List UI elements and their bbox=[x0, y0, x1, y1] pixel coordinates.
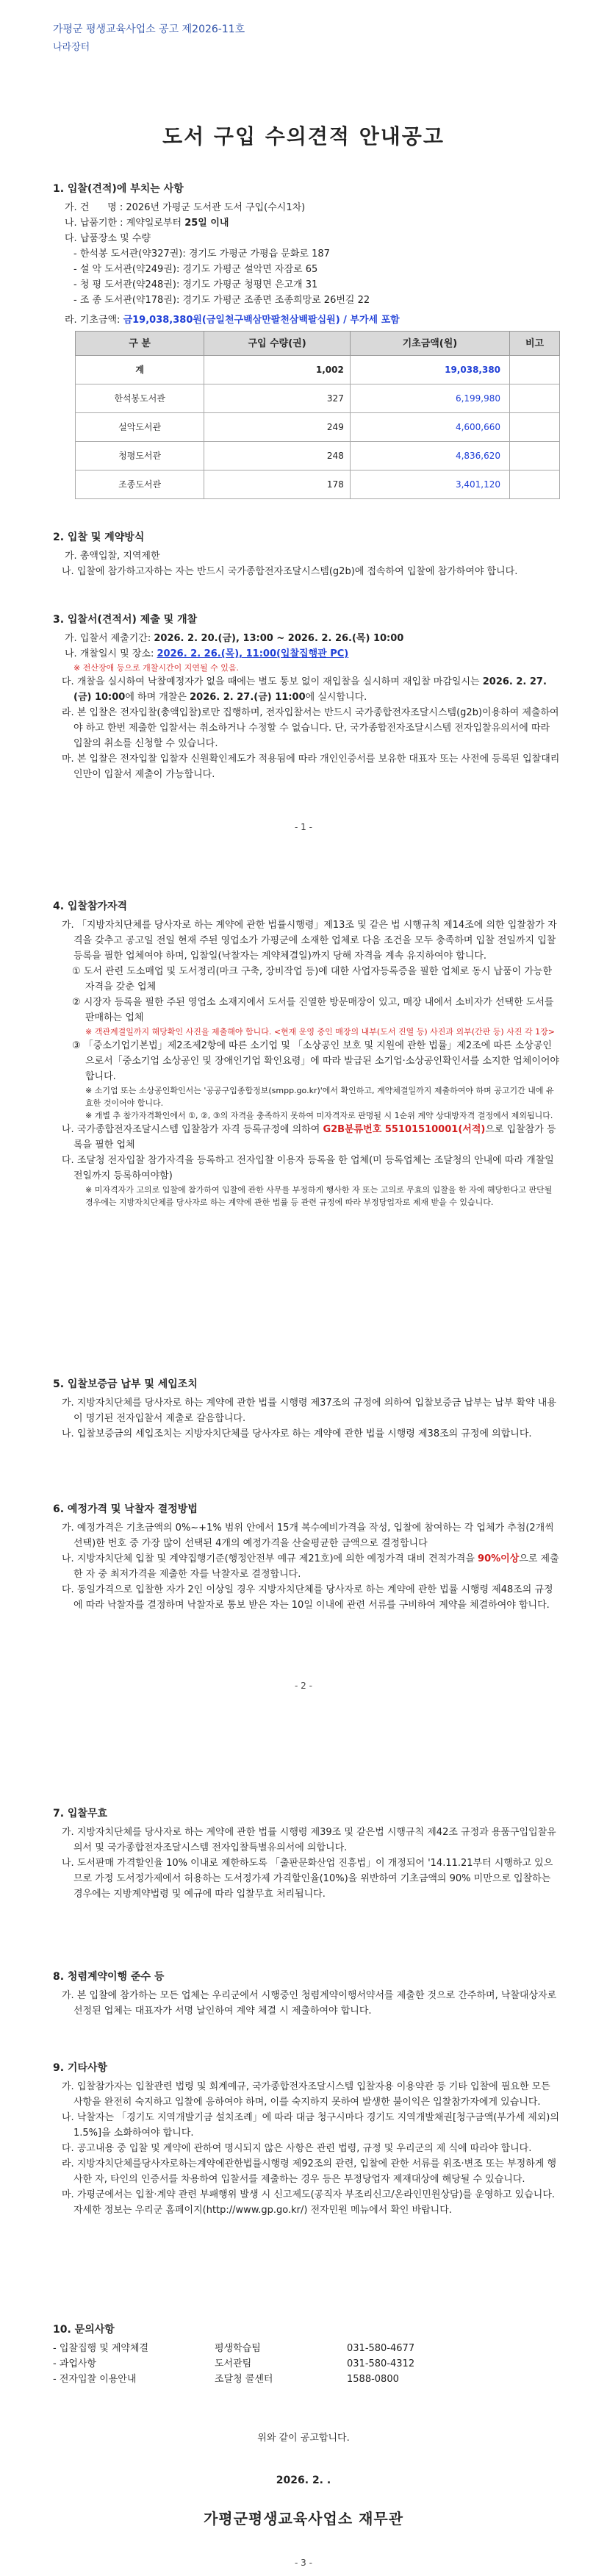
section-10-heading: 10. 문의사항 bbox=[53, 2324, 115, 2336]
table-header-row bbox=[76, 332, 560, 356]
amount-table bbox=[75, 331, 560, 499]
s3-item-ra: 라. 본 입찰은 전자입찰(총액입찰)로만 집행하며, 전자입찰서는 반드시 국가종합전자조달시스템(g2b)이용하여 제출하여야 하고 한번 제출한 입찰서는 취소하거나 수정할 수 없습니다. 단, 국가종합전자조달시스템 전자입찰유의서에 따라 입찰의 취소를 신청할 수 있습니다. bbox=[62, 707, 559, 749]
table-row bbox=[76, 384, 560, 413]
place-item: - 조 종 도서관(약178권): 경기도 가평군 조종면 조종희망로 26번길 22 bbox=[73, 295, 370, 306]
announcement-number: 가평군 평생교육사업소 공고 제2026-11호 bbox=[53, 24, 245, 35]
cell-name: 설악도서관 bbox=[76, 413, 204, 442]
cell-price: 4,836,620 bbox=[350, 442, 509, 471]
s1-item-ra: 라. 기초금액: 금19,038,380원(금일천구백삼만팔천삼백팔십원) / 부가세 포함 bbox=[65, 315, 400, 326]
s2-item-na: 나. 입찰에 참가하고자하는 자는 반드시 국가종합전자조달시스템(g2b)에 접속하여 입찰에 참가하여야 합니다. bbox=[62, 566, 518, 577]
cell-qty: 327 bbox=[204, 384, 351, 413]
section-5-heading: 5. 입찰보증금 납부 및 세입조치 bbox=[53, 1378, 198, 1390]
s9-item: 가. 입찰참가자는 입찰관련 법령 및 회계예규, 국가종합전자조달시스템 입찰자용 이용약관 등 기타 입찰에 필요한 모든 사항을 완전히 숙지하고 입찰에 응하여야 하며, 이를 숙지하지 못하여 발생한 불이익은 입찰참가자에게 있습니다. bbox=[62, 2081, 550, 2108]
cell-note bbox=[510, 413, 560, 442]
table-row bbox=[76, 471, 560, 499]
section-7-heading: 7. 입찰무효 bbox=[53, 1808, 108, 1820]
cell-note bbox=[510, 442, 560, 471]
s9-item: 라. 지방자치단체를당사자로하는계약에관한법률시행령 제92조의 관련, 입찰에 관한 서류를 위조·변조 또는 부정하게 행사한 자, 타인의 인증서를 차용하여 입찰서를 제출하는 경우 등은 부정당업자 제재대상에 해당될 수 있습니다. bbox=[62, 2158, 557, 2185]
section-6 bbox=[53, 1501, 560, 1613]
s6-item-ga: 가. 예정가격은 기초금액의 0%~+1% 범위 안에서 15개 복수예비가격을 작성, 입찰에 참여하는 각 업체가 추첨(2개씩 선택)한 번호 중 가장 많이 선택된 4개의 예정가격을 산술평균한 금액으로 결정합니다 bbox=[62, 1523, 554, 1549]
s5-item-na: 나. 입찰보증금의 세입조치는 지방자치단체를 당사자로 하는 계약에 관한 법률 시행령 제38조의 규정에 의합니다. bbox=[62, 1428, 532, 1439]
cell-name: 조종도서관 bbox=[76, 471, 204, 499]
section-6-heading: 6. 예정가격 및 낙찰자 결정방법 bbox=[53, 1503, 198, 1515]
section-9 bbox=[53, 2060, 560, 2218]
s3-item-da: 다. 개찰을 실시하여 낙찰예정자가 없을 때에는 별도 통보 없이 재입찰을 실시하며 재입찰 마감일시는 2026. 2. 27.(금) 10:00에 하며 개찰은 2026. 2. 27.(금) 11:00에 실시합니다. bbox=[62, 676, 547, 703]
section-9-heading: 9. 기타사항 bbox=[53, 2062, 108, 2074]
section-1 bbox=[53, 181, 560, 499]
contact-row: - 과업사항 도서관팀 031-580-4312 bbox=[53, 2358, 415, 2369]
s6-item-na: 나. 지방자치단체 입찰 및 계약집행기준(행정안전부 예규 제21호)에 의한 예정가격 대비 견적가격을 90%이상으로 제출한 자 중 최저가격을 제출한 자를 낙찰자로 결정합니다. bbox=[62, 1553, 559, 1580]
cell-name: 계 bbox=[76, 356, 204, 384]
s7-item-ga: 가. 지방자치단체를 당사자로 하는 계약에 관한 법률 시행령 제39조 및 같은법 시행규칙 제42조 규정과 용품구입입찰유의서 및 국가종합전자조달시스템 전자입찰특별유의서에 의합니다. bbox=[62, 1827, 556, 1853]
s9-item: 나. 낙찰자는 「경기도 지역개발기금 설치조례」에 따라 대금 청구시마다 경기도 지역개발채권[청구금액(부가세 제외)의 1.5%]을 소화하여야 합니다. bbox=[62, 2112, 559, 2139]
s4-item-da: 다. 조달청 전자입찰 참가자격을 등록하고 전자입찰 이용자 등록을 한 업체(미 등록업체는 조달청의 안내에 따라 개찰일 전일까지 등록하여야함) bbox=[62, 1155, 554, 1181]
announcement-date: 2026. 2. . bbox=[276, 2475, 331, 2486]
page-title: 도서 구입 수의견적 안내공고 bbox=[162, 124, 445, 149]
section-2 bbox=[53, 529, 560, 579]
section-3 bbox=[53, 612, 560, 782]
s4-sub-item: ② 시장자 등록을 필한 주된 영업소 소재지에서 도서를 진열한 방문매장이 있고, 매장 내에서 소비자가 선택한 도서를 판매하는 업체 bbox=[72, 997, 554, 1023]
table-row bbox=[76, 413, 560, 442]
page-number: - 3 - bbox=[295, 2558, 312, 2568]
s4-red-note: ※ 객관계결일까지 해당확인 사진을 제출해야 합니다. <현재 운영 중인 매장의 내부(도서 진열 등) 사진과 외부(간판 등) 사진 각 1장> bbox=[85, 1027, 555, 1037]
section-7 bbox=[53, 1806, 560, 1902]
s3-item-ga: 가. 입찰서 제출기간: 2026. 2. 20.(금), 13:00 ~ 2026. 2. 26.(목) 10:00 bbox=[65, 633, 404, 644]
s1-item-ga: 가. 건 명 : 2026년 가평군 도서관 도서 구입(수시1차) bbox=[65, 202, 306, 213]
cell-note bbox=[510, 384, 560, 413]
s4-item-na: 나. 국가종합전자조달시스템 입찰참가 자격 등록규정에 의하여 G2B분류번호 55101510001(서적)으로 입찰참가 등록을 필한 업체 bbox=[62, 1124, 556, 1151]
s9-item: 다. 공고내용 중 입찰 및 계약에 관하여 명시되지 않은 사항은 관련 법령, 규정 및 우리군의 제 식에 따라야 합니다. bbox=[62, 2143, 532, 2154]
cell-price: 19,038,380 bbox=[350, 356, 509, 384]
s4-small-note: ※ 개별 추 참가자격확인에서 ①, ②, ③의 자격을 충족하지 못하여 미자격자로 판명될 시 1순위 계약 상대방자격 결정에서 제외됩니다. bbox=[85, 1111, 553, 1120]
section-10 bbox=[53, 2322, 560, 2387]
section-4 bbox=[53, 898, 560, 1209]
s4-da-note: ※ 미자격자가 고의로 입찰에 참가하여 입찰에 관한 사무를 부정하게 행사한 자 또는 고의로 무효의 입찰을 한 자에 해당한다고 판단될 경우에는 지방자치단체를 당사자로 하는 계약에 관한 법률 등 관련 규정에 따라 부정당업자로 제재 받을 수 있습니다. bbox=[85, 1185, 553, 1207]
cell-price: 3,401,120 bbox=[350, 471, 509, 499]
document-header bbox=[0, 0, 607, 59]
table-row bbox=[76, 442, 560, 471]
section-8 bbox=[53, 1969, 560, 2019]
place-item: - 설 악 도서관(약249권): 경기도 가평군 설악면 자잠로 65 bbox=[73, 264, 318, 275]
page-number: - 2 - bbox=[295, 1681, 312, 1691]
s8-item-ga: 가. 본 입찰에 참가하는 모든 업체는 우리군에서 시행중인 청렴계약이행서약서를 제출한 것으로 간주하며, 낙찰대상자로 선정된 업체는 대표자가 서명 날인하여 계약 체결 시 제출하여야 합니다. bbox=[62, 1990, 557, 2017]
section-8-heading: 8. 청렴계약이행 준수 등 bbox=[53, 1971, 165, 1983]
col-header: 구 분 bbox=[76, 332, 204, 356]
table-row bbox=[76, 356, 560, 384]
cell-price: 4,600,660 bbox=[350, 413, 509, 442]
section-3-heading: 3. 입찰서(견적서) 제출 및 개찰 bbox=[53, 614, 198, 626]
cell-qty: 248 bbox=[204, 442, 351, 471]
col-header: 기초금액(원) bbox=[350, 332, 509, 356]
s9-item: 마. 가평군에서는 입찰·계약 관련 부패행위 발생 시 신고제도(공직자 부조리신고/온라인민원상담)를 운영하고 있습니다. 자세한 정보는 우리군 홈페이지(http://www.gp.go.kr/) 전자민원 메뉴에서 확인 바랍니다. bbox=[62, 2189, 556, 2216]
cell-price: 6,199,980 bbox=[350, 384, 509, 413]
page-number: - 1 - bbox=[295, 822, 312, 832]
s3-item-na: 나. 개찰일시 및 장소: 2026. 2. 26.(목), 11:00(입찰집행관 PC) bbox=[65, 648, 349, 659]
col-header: 구입 수량(권) bbox=[204, 332, 351, 356]
section-5 bbox=[53, 1376, 560, 1442]
cell-qty: 178 bbox=[204, 471, 351, 499]
issuing-organization: 가평군평생교육사업소 재무관 bbox=[203, 2510, 404, 2527]
section-1-heading: 1. 입찰(견적)에 부치는 사항 bbox=[53, 183, 184, 195]
place-item: - 한석봉 도서관(약327권): 경기도 가평군 가평읍 문화로 187 bbox=[73, 248, 330, 260]
section-2-heading: 2. 입찰 및 계약방식 bbox=[53, 532, 145, 543]
source-label: 나라장터 bbox=[53, 42, 90, 53]
s5-item-ga: 가. 지방자치단체를 당사자로 하는 계약에 관한 법률 시행령 제37조의 규정에 의하여 입찰보증금 납부는 납부 확약 내용이 명기된 전자입찰서 제출로 갈음합니다. bbox=[62, 1398, 556, 1424]
s1-item-da: 다. 납품장소 및 수량 bbox=[65, 233, 151, 244]
s3-note: ※ 전산장애 등으로 개찰시간이 지연될 수 있음. bbox=[73, 663, 239, 673]
cell-qty: 1,002 bbox=[204, 356, 351, 384]
contact-row: - 전자입찰 이용안내 조달청 콜센터 1588-0800 bbox=[53, 2374, 399, 2385]
s4-small-note: ※ 소기업 또는 소상공인확인서는 '공공구입종합정보(smpp.go.kr)'에서 확인하고, 계약체결일까지 제출하여야 하며 공고기간 내에 유효한 것이어야 합니다. bbox=[85, 1086, 554, 1108]
col-header: 비고 bbox=[510, 332, 560, 356]
contact-row: - 입찰집행 및 계약체결 평생학습팀 031-580-4677 bbox=[53, 2343, 415, 2354]
cell-name: 청평도서관 bbox=[76, 442, 204, 471]
s6-item-da: 다. 동일가격으로 입찰한 자가 2인 이상일 경우 지방자치단체를 당사자로 하는 계약에 관한 법률 시행령 제48조의 규정에 따라 낙찰자를 결정하며 낙찰자로 통보 받은 자는 10일 이내에 관련 서류를 구비하여 계약을 체결하여야 합니다. bbox=[62, 1584, 553, 1611]
cell-name: 한석봉도서관 bbox=[76, 384, 204, 413]
cell-qty: 249 bbox=[204, 413, 351, 442]
place-item: - 청 평 도서관(약248권): 경기도 가평군 청평면 은고개 31 bbox=[73, 279, 318, 290]
s4-item-ga: 가. 「지방자치단체를 당사자로 하는 계약에 관한 법률시행령」제13조 및 같은 법 시행규칙 제14조에 의한 입찰참가 자격을 갖추고 공고일 전일 현재 주된 영업소가 가평군에 소재한 업체로 다음 조건을 모두 충족하며 입찰 전일까지 입찰 등록을 필한 업체여야 하며, 입찰일(낙찰자는 계약체결일)까지 당해 자격을 계속 유지하여야 합니다. bbox=[62, 920, 557, 962]
s4-sub-item: ③ 「중소기업기본법」제2조제2항에 따른 소기업 및 「소상공인 보호 및 지원에 관한 법률」제2조에 따른 소상공인으로서「중소기업 소상공인 및 장애인기업 확인요령」에 따라 발급된 소기업·소상공인확인서를 소지한 업체이어야 합니다. bbox=[72, 1040, 559, 1082]
s2-item-ga: 가. 총액입찰, 지역제한 bbox=[65, 551, 160, 562]
s4-sub-item: ① 도서 관련 도소매업 및 도서정리(마크 구축, 장비작업 등)에 대한 사업자등록증을 필한 업체로 동시 납품이 가능한 자격을 갖춘 업체 bbox=[72, 966, 553, 992]
s1-item-na: 나. 납품기한 : 계약일로부터 25일 이내 bbox=[65, 218, 229, 229]
s7-item-na: 나. 도서판매 가격할인율 10% 이내로 제한하도록 「출판문화산업 진흥법」이 개정되어 '14.11.21부터 시행하고 있으므로 가정 도서정가제에서 허용하는 도서정가제 가격할인율(10%)을 위반하여 기초금액의 90% 미만으로 입찰하는 경우에는 지방계약법령 및 예규에 따라 입찰무효 처리됩니다. bbox=[62, 1858, 553, 1900]
s3-item-ma: 마. 본 입찰은 전자입찰 입찰자 신원확인제도가 적용됨에 따라 개인인증서를 보유한 대표자 또는 사전에 등록된 입찰대리인만이 입찰서 제출이 가능합니다. bbox=[62, 754, 560, 780]
cell-note bbox=[510, 356, 560, 384]
cell-note bbox=[510, 471, 560, 499]
section-4-heading: 4. 입찰참가자격 bbox=[53, 901, 128, 912]
closing-text: 위와 같이 공고합니다. bbox=[257, 2433, 350, 2444]
